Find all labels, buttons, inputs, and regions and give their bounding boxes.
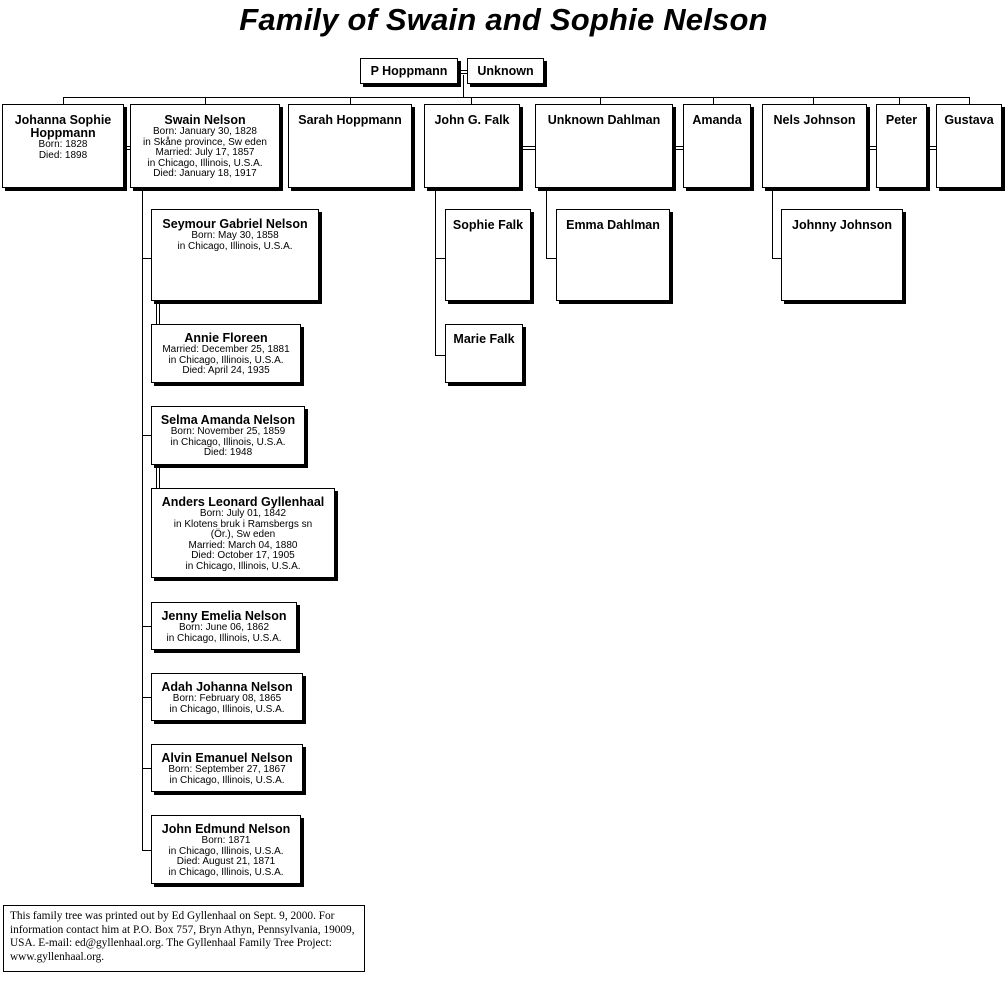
person-name: Emma Dahlman bbox=[566, 218, 660, 232]
person-name: Sophie Falk bbox=[452, 218, 524, 232]
person-seymour-gabriel-nelson bbox=[151, 209, 319, 301]
person-name: Swain Nelson bbox=[164, 113, 246, 127]
person-details: Born: November 25, 1859 in Chicago, Illinois, U.S.A. Died: 1948 bbox=[170, 426, 286, 458]
person-name: Sarah Hoppmann bbox=[298, 113, 402, 127]
person-details: Born: May 30, 1858 in Chicago, Illinois, U.S.A. bbox=[177, 230, 293, 252]
person-name: Seymour Gabriel Nelson bbox=[162, 217, 308, 231]
person-name: P Hoppmann bbox=[370, 64, 448, 78]
person-johnny-johnson bbox=[781, 209, 903, 301]
person-nels-johnson bbox=[762, 104, 867, 188]
person-name: John G. Falk bbox=[434, 113, 510, 127]
person-sarah-hoppmann bbox=[288, 104, 412, 188]
person-john-edmund-nelson bbox=[151, 815, 301, 884]
person-adah-johanna-nelson bbox=[151, 673, 303, 721]
person-selma-amanda-nelson bbox=[151, 406, 305, 465]
person-details: Born: September 27, 1867 in Chicago, Illinois, U.S.A. bbox=[168, 764, 286, 786]
person-john-g-falk bbox=[424, 104, 520, 188]
person-gustava bbox=[936, 104, 1002, 188]
person-name: Adah Johanna Nelson bbox=[161, 680, 293, 694]
person-name: Selma Amanda Nelson bbox=[160, 413, 296, 427]
person-details: Born: July 01, 1842 in Klotens bruk i Ramsbergs sn (Ör.), Sw eden Married: March 04, 1880 Died: October 17, 1905 in Chicago, Illinois, U.S.A. bbox=[173, 508, 313, 572]
person-name: John Edmund Nelson bbox=[161, 822, 291, 836]
person-details: Married: December 25, 1881 in Chicago, Illinois, U.S.A. Died: April 24, 1935 bbox=[162, 344, 290, 376]
person-details: Born: February 08, 1865 in Chicago, Illinois, U.S.A. bbox=[169, 693, 285, 715]
person-sophie-falk bbox=[445, 209, 531, 301]
person-name: Annie Floreen bbox=[184, 331, 268, 345]
person-unknown-dahlman bbox=[535, 104, 673, 188]
person-name: Peter bbox=[885, 113, 918, 127]
person-peter bbox=[876, 104, 927, 188]
person-annie-floreen bbox=[151, 324, 301, 383]
person-marie-falk bbox=[445, 324, 523, 383]
print-footnote: This family tree was printed out by Ed Gyllenhaal on Sept. 9, 2000. For information contact him at P.O. Box 757, Bryn Athyn, Pennsylvania, 19009, USA. E-mail: ed@gyllenhaal.org. The Gyllenhaal Family Tree Project: www.gyllenhaal.org. bbox=[3, 905, 365, 972]
person-jenny-emelia-nelson bbox=[151, 602, 297, 650]
person-unknown bbox=[467, 58, 544, 84]
person-alvin-emanuel-nelson bbox=[151, 744, 303, 792]
person-p-hoppmann bbox=[360, 58, 458, 84]
person-swain-nelson bbox=[130, 104, 280, 188]
person-name: Jenny Emelia Nelson bbox=[161, 609, 287, 623]
person-anders-leonard-gyllenhaal bbox=[151, 488, 335, 578]
page-title: Family of Swain and Sophie Nelson bbox=[239, 2, 768, 37]
person-name: Nels Johnson bbox=[773, 113, 856, 127]
person-name: Unknown bbox=[477, 64, 534, 78]
person-emma-dahlman bbox=[556, 209, 670, 301]
person-name: Gustava bbox=[944, 113, 994, 127]
person-details: Born: June 06, 1862 in Chicago, Illinois, U.S.A. bbox=[166, 622, 282, 644]
person-details: Born: 1871 in Chicago, Illinois, U.S.A. Died: August 21, 1871 in Chicago, Illinois, U.S.A. bbox=[168, 835, 284, 878]
person-amanda bbox=[683, 104, 751, 188]
person-name: Anders Leonard Gyllenhaal bbox=[161, 495, 325, 509]
person-details: Born: 1828 Died: 1898 bbox=[38, 139, 88, 161]
person-name: Alvin Emanuel Nelson bbox=[161, 751, 293, 765]
person-name: Marie Falk bbox=[453, 332, 515, 346]
person-details: Born: January 30, 1828 in Skåne province, Sw eden Married: July 17, 1857 in Chicago, Illinois, U.S.A. Died: January 18, 1917 bbox=[143, 126, 267, 179]
person-johanna-sophie-hoppmann bbox=[2, 104, 124, 188]
person-name: Johanna Sophie Hoppmann bbox=[14, 113, 112, 140]
person-name: Unknown Dahlman bbox=[547, 113, 661, 127]
person-name: Amanda bbox=[692, 113, 742, 127]
person-name: Johnny Johnson bbox=[792, 218, 892, 232]
